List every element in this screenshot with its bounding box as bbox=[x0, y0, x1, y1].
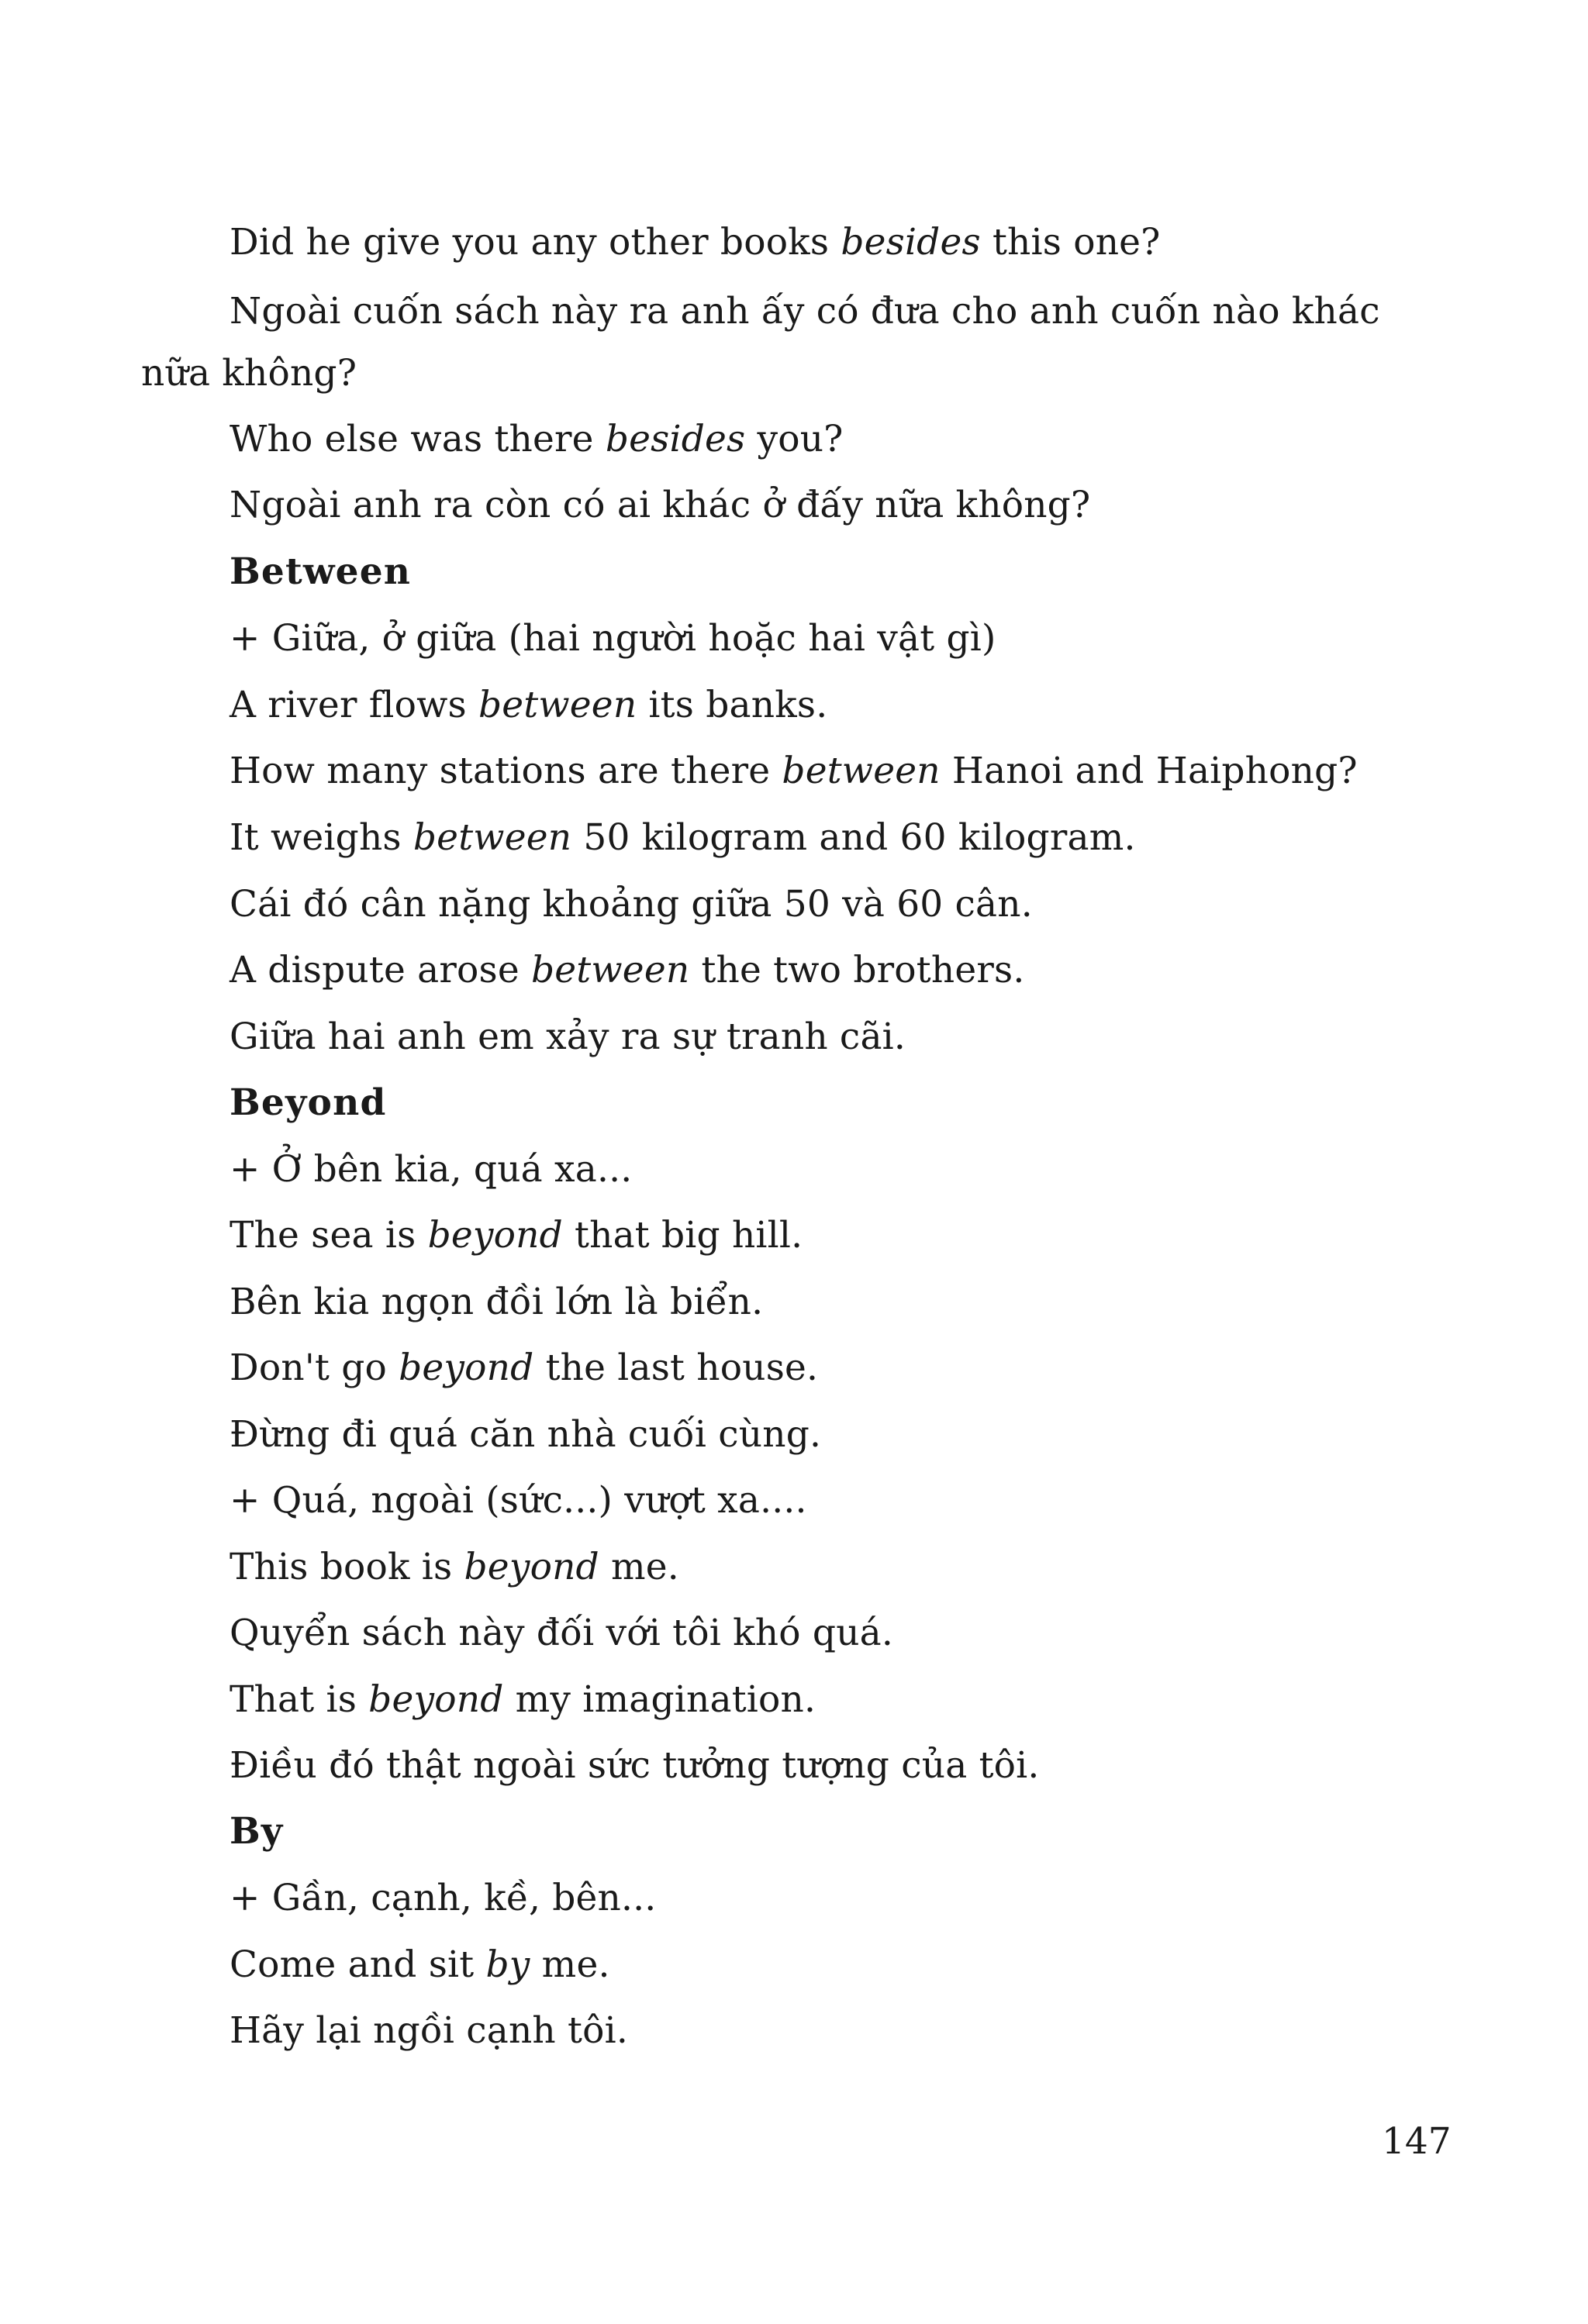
translation-sentence: Hãy lại ngồi cạnh tôi. bbox=[230, 2009, 628, 2052]
example-sentence: This book is beyond me. bbox=[230, 1546, 679, 1588]
meaning-line: + Ở bên kia, quá xa... bbox=[230, 1148, 633, 1191]
example-sentence: How many stations are there between Hanoi and Haiphong? bbox=[230, 750, 1358, 792]
translation-sentence: Giữa hai anh em xảy ra sự tranh cãi. bbox=[230, 1015, 906, 1058]
meaning-line: + Gần, cạnh, kề, bên... bbox=[230, 1877, 657, 1919]
translation-sentence: Ngoài anh ra còn có ai khác ở đấy nữa không? bbox=[230, 484, 1091, 526]
example-sentence: A dispute arose between the two brothers. bbox=[230, 949, 1025, 991]
example-sentence: The sea is beyond that big hill. bbox=[230, 1214, 803, 1257]
translation-sentence: Điều đó thật ngoài sức tưởng tượng của tôi. bbox=[230, 1744, 1040, 1787]
section-heading-between: Between bbox=[230, 550, 412, 593]
meaning-line: + Quá, ngoài (sức...) vượt xa.... bbox=[230, 1479, 807, 1522]
example-sentence: Come and sit by me. bbox=[230, 1943, 610, 1986]
page-number: 147 bbox=[1382, 2120, 1452, 2163]
translation-sentence: Ngoài cuốn sách này ra anh ấy có đưa cho anh cuốn nào khác bbox=[230, 290, 1380, 333]
example-sentence: Did he give you any other books besides this one? bbox=[230, 221, 1161, 264]
translation-continuation: nữa không? bbox=[141, 352, 357, 395]
translation-sentence: Bên kia ngọn đồi lớn là biển. bbox=[230, 1281, 764, 1323]
translation-sentence: Đừng đi quá căn nhà cuối cùng. bbox=[230, 1413, 822, 1456]
meaning-line: + Giữa, ở giữa (hai người hoặc hai vật gì) bbox=[230, 617, 996, 660]
section-heading-beyond: Beyond bbox=[230, 1081, 387, 1124]
example-sentence: It weighs between 50 kilogram and 60 kilogram. bbox=[230, 816, 1136, 859]
section-heading-by: By bbox=[230, 1810, 284, 1853]
example-sentence: Don't go beyond the last house. bbox=[230, 1346, 819, 1389]
example-sentence: Who else was there besides you? bbox=[230, 418, 844, 460]
translation-sentence: Cái đó cân nặng khoảng giữa 50 và 60 cân. bbox=[230, 883, 1033, 926]
example-sentence: That is beyond my imagination. bbox=[230, 1678, 816, 1721]
translation-sentence: Quyển sách này đối với tôi khó quá. bbox=[230, 1612, 894, 1654]
example-sentence: A river flows between its banks. bbox=[230, 684, 828, 726]
